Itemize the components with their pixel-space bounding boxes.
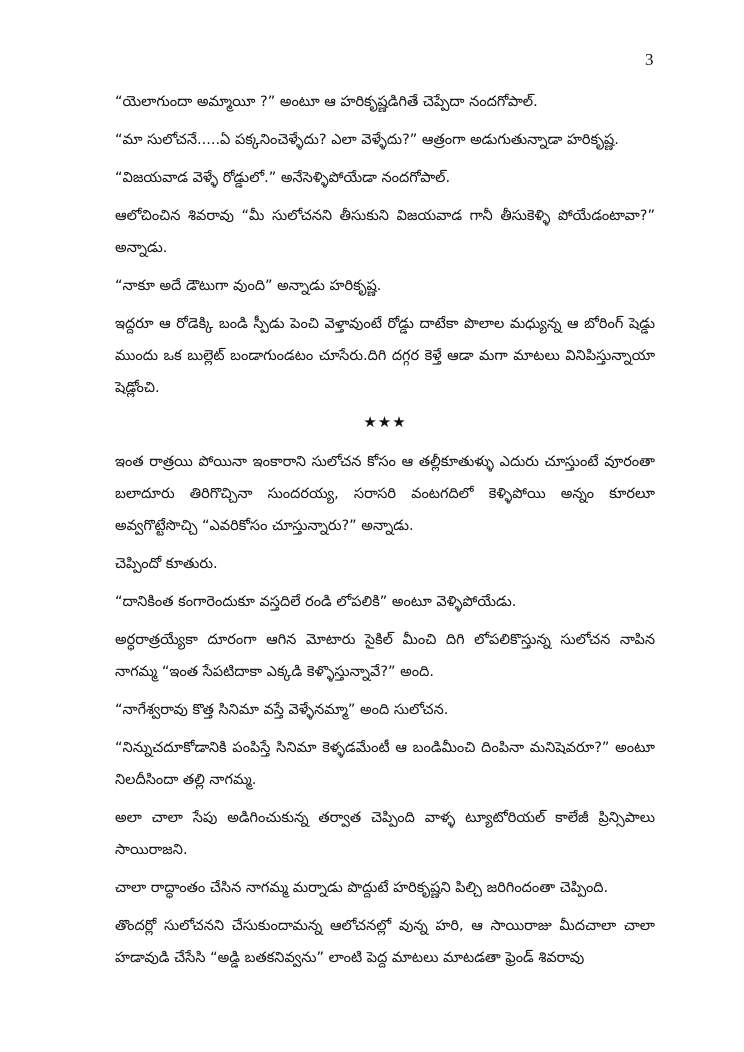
paragraph: “నాగేశ్వరావు కొత్త సినిమా వస్తే వెళ్ళేనమ్మా” అంది సులోచన. — [115, 702, 449, 718]
page-number: 3 — [645, 50, 654, 69]
paragraph: “యెలాగుందా అమ్మాయీ ?” అంటూ ఆ హరికృష్ణడిగితే చెప్పేదా నందగోపాల్. — [115, 94, 538, 110]
paragraph: చాలా రాద్ధాంతం చేసిన నాగమ్మ మర్నాడు పొద్దుటే హరికృష్ణని పిల్చి జరిగిందంతా చెప్పింది. — [115, 880, 609, 896]
paragraph: “దానికింత కంగారెందుకూ వస్తదిలే రండి లోపలికి” అంటూ వెళ్ళిపోయేడు. — [115, 594, 517, 610]
paragraph: ఇద్దరూ ఆ రోడెక్కి బండి స్పీడు పెంచి వెళ్తావుంటే రోడ్డు దాటేకా పొలాల మధ్యున్న ఆ బోరింగ్ షెడ్డు ముందు ఒక బుల్లెట్ బండాగుండటం చూసేరు.దిగి దగ్గర కెళ్తే ఆడా మగా మాటలు వినిపిస్తున్నాయా షెడ్లోంచి. — [115, 316, 655, 396]
paragraph: అర్ధరాత్రయ్యేకా దూరంగా ఆగిన మోటారు సైకిల్ మీంచి దిగి లోపలికొస్తున్న సులోచన నాపిన నాగమ్మ “ఇంత సేపటిదాకా ఎక్కడి కెళ్ళొస్తున్నావే?” అంది. — [115, 632, 655, 680]
paragraph: ఆలోచించిన శివరావు “మీ సులోచనని తీసుకుని విజయవాడ గానీ తీసుకెళ్ళి పోయేడంటావా?” అన్నాడు. — [115, 208, 655, 256]
paragraph: “మా సులోచనే.....ఏ పక్కనించెళ్ళేదు? ఎలా వెళ్ళేదు?” ఆత్రంగా అడుగుతున్నాడా హరికృష్ణ. — [115, 132, 619, 148]
paragraph: చెప్పిందో కూతురు. — [115, 556, 218, 572]
paragraph: “నిన్నుచదూకోడానికి పంపిస్తే సినిమా కెళ్ళడమేంటీ ఆ బండిమీంచి దింపినా మనిషెవరూ?” అంటూ నిలదీసిందా తల్లి నాగమ్మ. — [115, 740, 655, 788]
paragraph: “విజయవాడ వెళ్ళే రోడ్డులో.” అనేసెళ్ళిపోయేడా నందగోపాల్. — [115, 170, 451, 186]
paragraph: అలా చాలా సేపు అడిగించుకున్న తర్వాత చెప్పింది వాళ్ళ ట్యూటోరియల్ కాలేజీ ప్రిన్సిపాలు సాయిరాజని. — [115, 810, 655, 858]
section-separator: ★★★ — [363, 413, 407, 431]
paragraph: “నాకూ అదే డౌటుగా వుంది” అన్నాడు హరికృష్ణ. — [115, 278, 382, 294]
paragraph: తొందర్లో సులోచనని చేసుకుందామన్న ఆలోచనల్లో వున్న హరి, ఆ సాయిరాజు మీదచాలా చాలా హడావుడి చేసేసి “అడ్డి బతకనివ్వను” లాంటి పెద్ద మాటలు మాటడతా ఫ్రెండ్ శివరావు — [115, 918, 655, 966]
document-body — [115, 86, 655, 980]
paragraph: ఇంత రాత్రయి పోయినా ఇంకారాని సులోచన కోసం ఆ తల్లీకూతుళ్ళు ఎదురు చూస్తుంటే వూరంతా బలాదూరు తిరిగొచ్చినా సుందరయ్య, సరాసరి వంటగదిలో కెళ్ళిపోయి అన్నం కూరలూ అవ్వగొట్టేసొచ్చి “ఎవరికోసం చూస్తున్నారు?” అన్నాడు. — [115, 454, 655, 534]
